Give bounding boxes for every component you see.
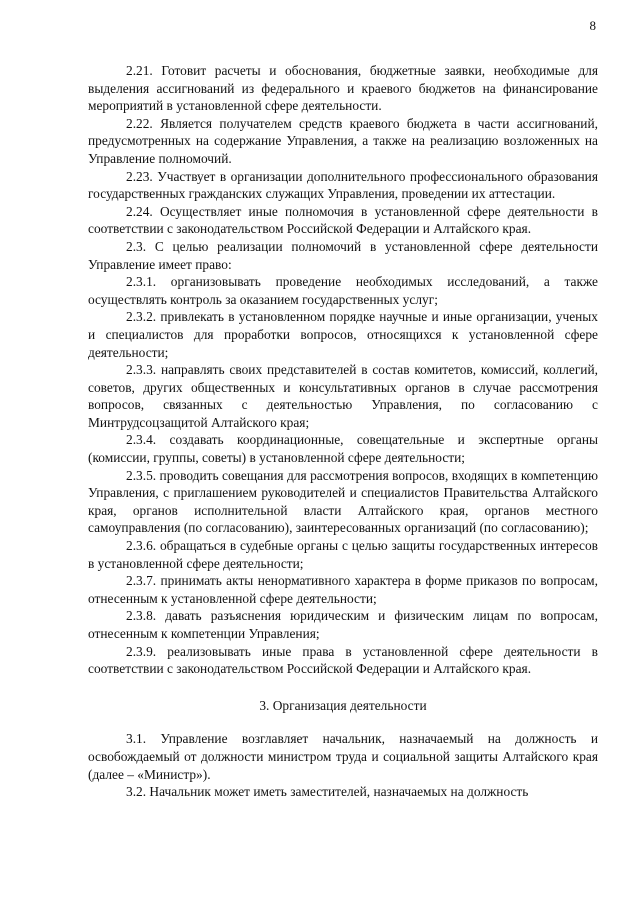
- paragraph-2-3-2: 2.3.2. привлекать в установленном порядке научные и иные организации, ученых и специалистов для проработки вопросов, относящихся к установленной сфере деятельности;: [88, 309, 598, 360]
- paragraph-3-2: 3.2. Начальник может иметь заместителей, назначаемых на должность: [126, 784, 529, 800]
- page-number: 8: [589, 18, 596, 33]
- paragraph-2-3-3: 2.3.3. направлять своих представителей в состав комитетов, комиссий, коллегий, советов, других общественных и консультативных органов в случае рассмотрения вопросов, связанных с деятельностью Управления, по согласованию с Минтрудсоцзащитой Алтайского края;: [88, 362, 598, 430]
- paragraph-3-1: 3.1. Управление возглавляет начальник, назначаемый на должность и освобождаемый от должности министром труда и социальной защиты Алтайского края (далее – «Министр»).: [88, 731, 598, 782]
- paragraph-2-3-7: 2.3.7. принимать акты ненормативного характера в форме приказов по вопросам, отнесенным к установленной сфере деятельности;: [88, 573, 598, 606]
- paragraph-2-3-5: 2.3.5. проводить совещания для рассмотрения вопросов, входящих в компетенцию Управления, с приглашением руководителей и специалистов Правительства Алтайского края, органов исполнительной власти Алтайского края, органов местного самоуправления (по согласованию), заинтересованных организаций (по согласованию);: [88, 467, 598, 536]
- paragraph-2-24: 2.24. Осуществляет иные полномочия в установленной сфере деятельности в соответствии с законодательством Российской Федерации и Алтайского края.: [88, 203, 598, 237]
- paragraph-2-3-9: 2.3.9. реализовывать иные права в установленной сфере деятельности в соответствии с законодательством Российской Федерации и Алтайского края.: [88, 643, 598, 677]
- paragraph-2-3-8: 2.3.8. давать разъяснения юридическим и физическим лицам по вопросам, отнесенным к компетенции Управления;: [88, 608, 598, 641]
- paragraph-2-3: 2.3. С целью реализации полномочий в установленной сфере деятельности Управление имеет право:: [88, 238, 598, 272]
- paragraph-2-21: 2.21. Готовит расчеты и обоснования, бюджетные заявки, необходимые для выделения ассигнований из федерального и краевого бюджетов на финансирование мероприятий в установленной сфере деятельности.: [88, 63, 598, 114]
- section-title: 3. Организация деятельности: [259, 697, 427, 713]
- paragraph-2-22: 2.22. Является получателем средств краевого бюджета в части ассигнований, предусмотренных на содержание Управления, а также на реализацию возложенных на Управление полномочий.: [88, 115, 598, 166]
- document-body: [88, 62, 598, 801]
- paragraph-2-23: 2.23. Участвует в организации дополнительного профессионального образования государственных гражданских служащих Управления, проведении их аттестации.: [88, 168, 598, 202]
- paragraph-2-3-1: 2.3.1. организовывать проведение необходимых исследований, а также осуществлять контроль за оказанием государственных услуг;: [88, 274, 598, 307]
- paragraph-2-3-6: 2.3.6. обращаться в судебные органы с целью защиты государственных интересов в установленной сфере деятельности;: [88, 538, 598, 571]
- paragraph-2-3-4: 2.3.4. создавать координационные, совещательные и экспертные органы (комиссии, группы, советы) в установленной сфере деятельности;: [88, 432, 598, 466]
